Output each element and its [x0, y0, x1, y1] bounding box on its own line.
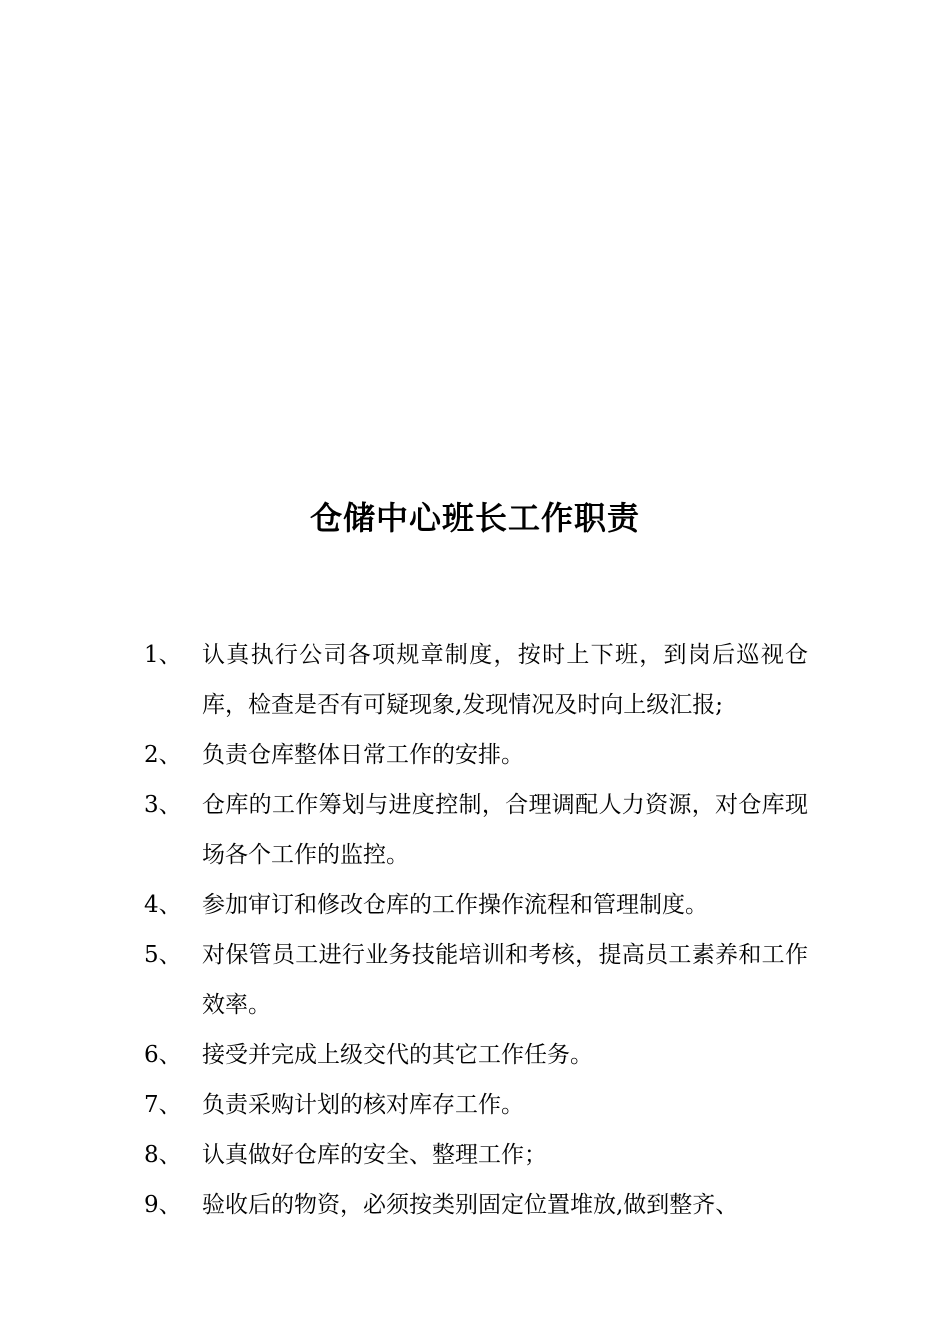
item-number: 5、: [144, 942, 182, 968]
list-item: [0, 730, 808, 780]
item-text: 接受并完成上级交代的其它工作任务。: [202, 1042, 593, 1068]
item-number: 9、: [144, 1192, 182, 1218]
item-number: 6、: [144, 1042, 182, 1068]
item-number: 3、: [144, 792, 182, 818]
item-number: 8、: [144, 1142, 182, 1168]
list-item: [0, 1080, 808, 1130]
item-number: 7、: [144, 1092, 182, 1118]
item-number: 2、: [144, 742, 182, 768]
list-item: [0, 1180, 808, 1230]
list-item: [0, 1130, 808, 1180]
item-text: 认真执行公司各项规章制度，按时上下班，到岗后巡视仓库，检查是否有可疑现象,发现情况及时向上级汇报;: [202, 642, 808, 718]
list-item: [0, 1030, 808, 1080]
item-number: 1、: [144, 642, 182, 668]
list-item: [0, 630, 808, 730]
list-item: [0, 780, 808, 880]
item-text: 验收后的物资，必须按类别固定位置堆放,做到整齐、: [202, 1192, 739, 1218]
page-title: 仓储中心班长工作职责: [309, 499, 640, 537]
item-number: 4、: [144, 892, 182, 918]
item-text: 仓库的工作筹划与进度控制，合理调配人力资源，对仓库现场各个工作的监控。: [202, 792, 808, 868]
item-text: 负责采购计划的核对库存工作。: [202, 1092, 524, 1118]
list-item: [0, 930, 808, 1030]
item-text: 对保管员工进行业务技能培训和考核，提高员工素养和工作效率。: [202, 942, 808, 1018]
item-text: 负责仓库整体日常工作的安排。: [202, 742, 524, 768]
duty-list: [0, 630, 950, 1230]
item-text: 认真做好仓库的安全、整理工作；: [202, 1142, 547, 1168]
item-text: 参加审订和修改仓库的工作操作流程和管理制度。: [202, 892, 708, 918]
list-item: [0, 880, 808, 930]
